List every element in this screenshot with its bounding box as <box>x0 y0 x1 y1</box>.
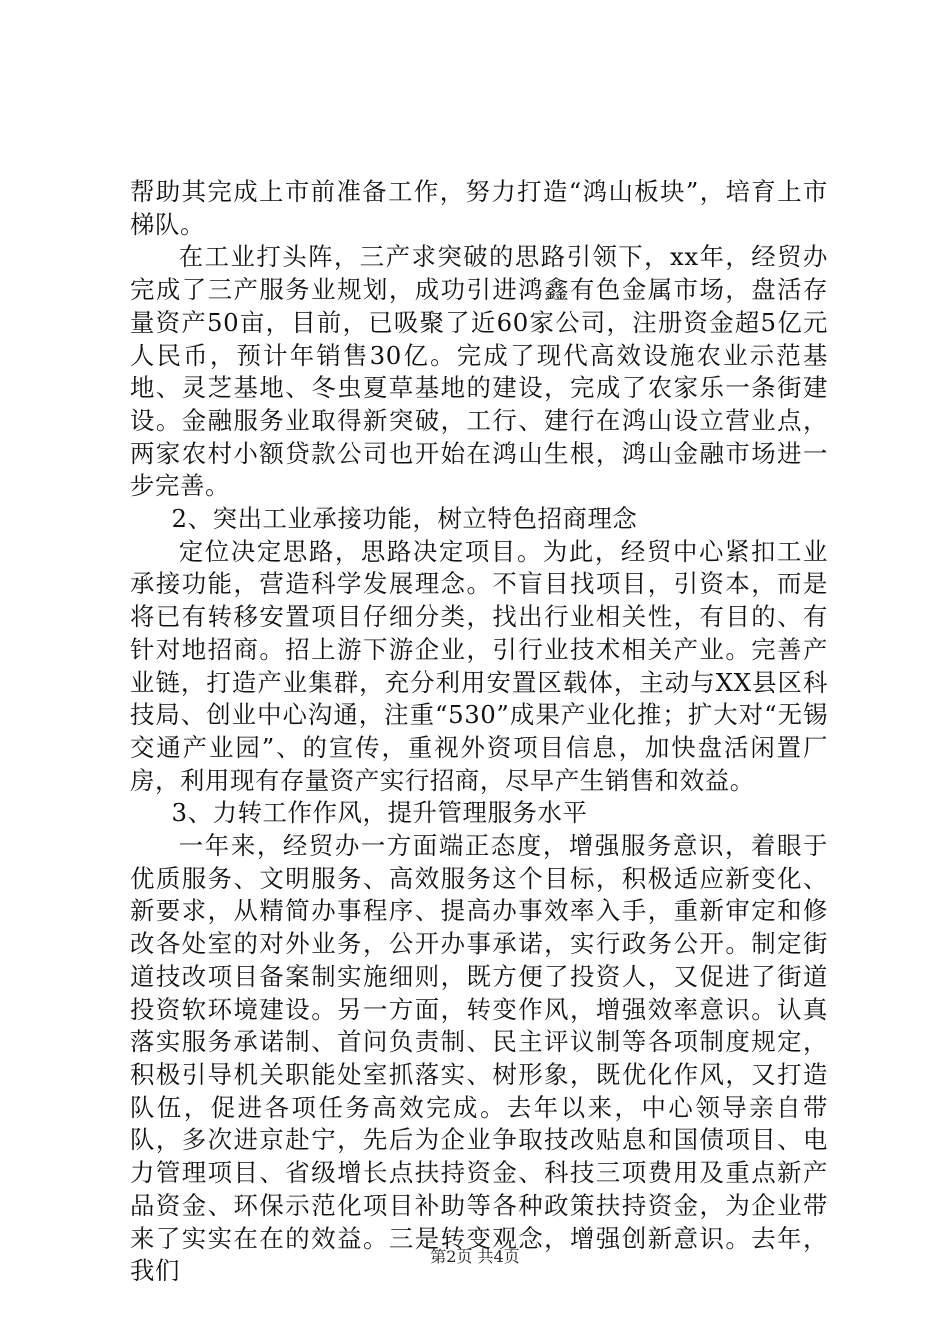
paragraph-investment-concept: 定位决定思路，思路决定项目。为此，经贸中心紧扣工业承接功能，营造科学发展理念。不盲目找项目，引资本，而是将已有转移安置项目仔细分类，找出行业相关性，有目的、有针对地招商。招上游下游企业，引行业技术相关产业。完善产业链，打造产业集群，充分利用安置区载体，主动与XX县区科技局、创业中心沟通，注重“530”成果产业化推；扩大对“无锡交通产业园”、的宣传，重视外资项目信息，加快盘活闲置厂房，利用现有存量资产实行招商，尽早产生销售和效益。 <box>130 536 828 795</box>
document-body <box>130 176 828 1288</box>
paragraph-tertiary-industry: 在工业打头阵，三产求突破的思路引领下，xx年，经贸办完成了三产服务业规划，成功引进鸿鑫有色金属市场，盘活存量资产50亩，目前，已吸聚了近60家公司，注册资金超5亿元人民币，预计年销售30亿。完成了现代高效设施农业示范基地、灵芝基地、冬虫夏草基地的建设，完成了农家乐一条街建设。金融服务业取得新突破，工行、建行在鸿山设立营业点，两家农村小额贷款公司也开始在鸿山生根，鸿山金融市场进一步完善。 <box>130 242 828 501</box>
section-heading-2: 2、突出工业承接功能，树立特色招商理念 <box>171 504 638 534</box>
paragraph-continuation: 帮助其完成上市前准备工作，努力打造“鸿山板块”，培育上市梯队。 <box>130 177 828 239</box>
section-heading-3: 3、力转工作作风，提升管理服务水平 <box>171 798 588 828</box>
paragraph-work-style: 一年来，经贸办一方面端正态度，增强服务意识，着眼于优质服务、文明服务、高效服务这个目标，积极适应新变化、新要求，从精简办事程序、提高办事效率入手，重新审定和修改各处室的对外业务，公开办事承诺，实行政务公开。制定街道技改项目备案制实施细则，既方便了投资人，又促进了街道投资软环境建设。另一方面，转变作风，增强效率意识。认真落实服务承诺制、首问负责制、民主评议制等各项制度规定，积极引导机关职能处室抓落实、树形象，既优化作风，又打造队伍，促进各项任务高效完成。去年以来，中心领导亲自带队，多次进京赴宁，先后为企业争取技改贴息和国债项目、电力管理项目、省级增长点扶持资金、科技三项费用及重点新产品资金、环保示范化项目补助等各种政策扶持资金，为企业带来了实实在在的效益。三是转变观念，增强创新意识。去年，我们 <box>130 831 828 1286</box>
page-footer: 第2页 共4页 <box>430 1247 520 1266</box>
